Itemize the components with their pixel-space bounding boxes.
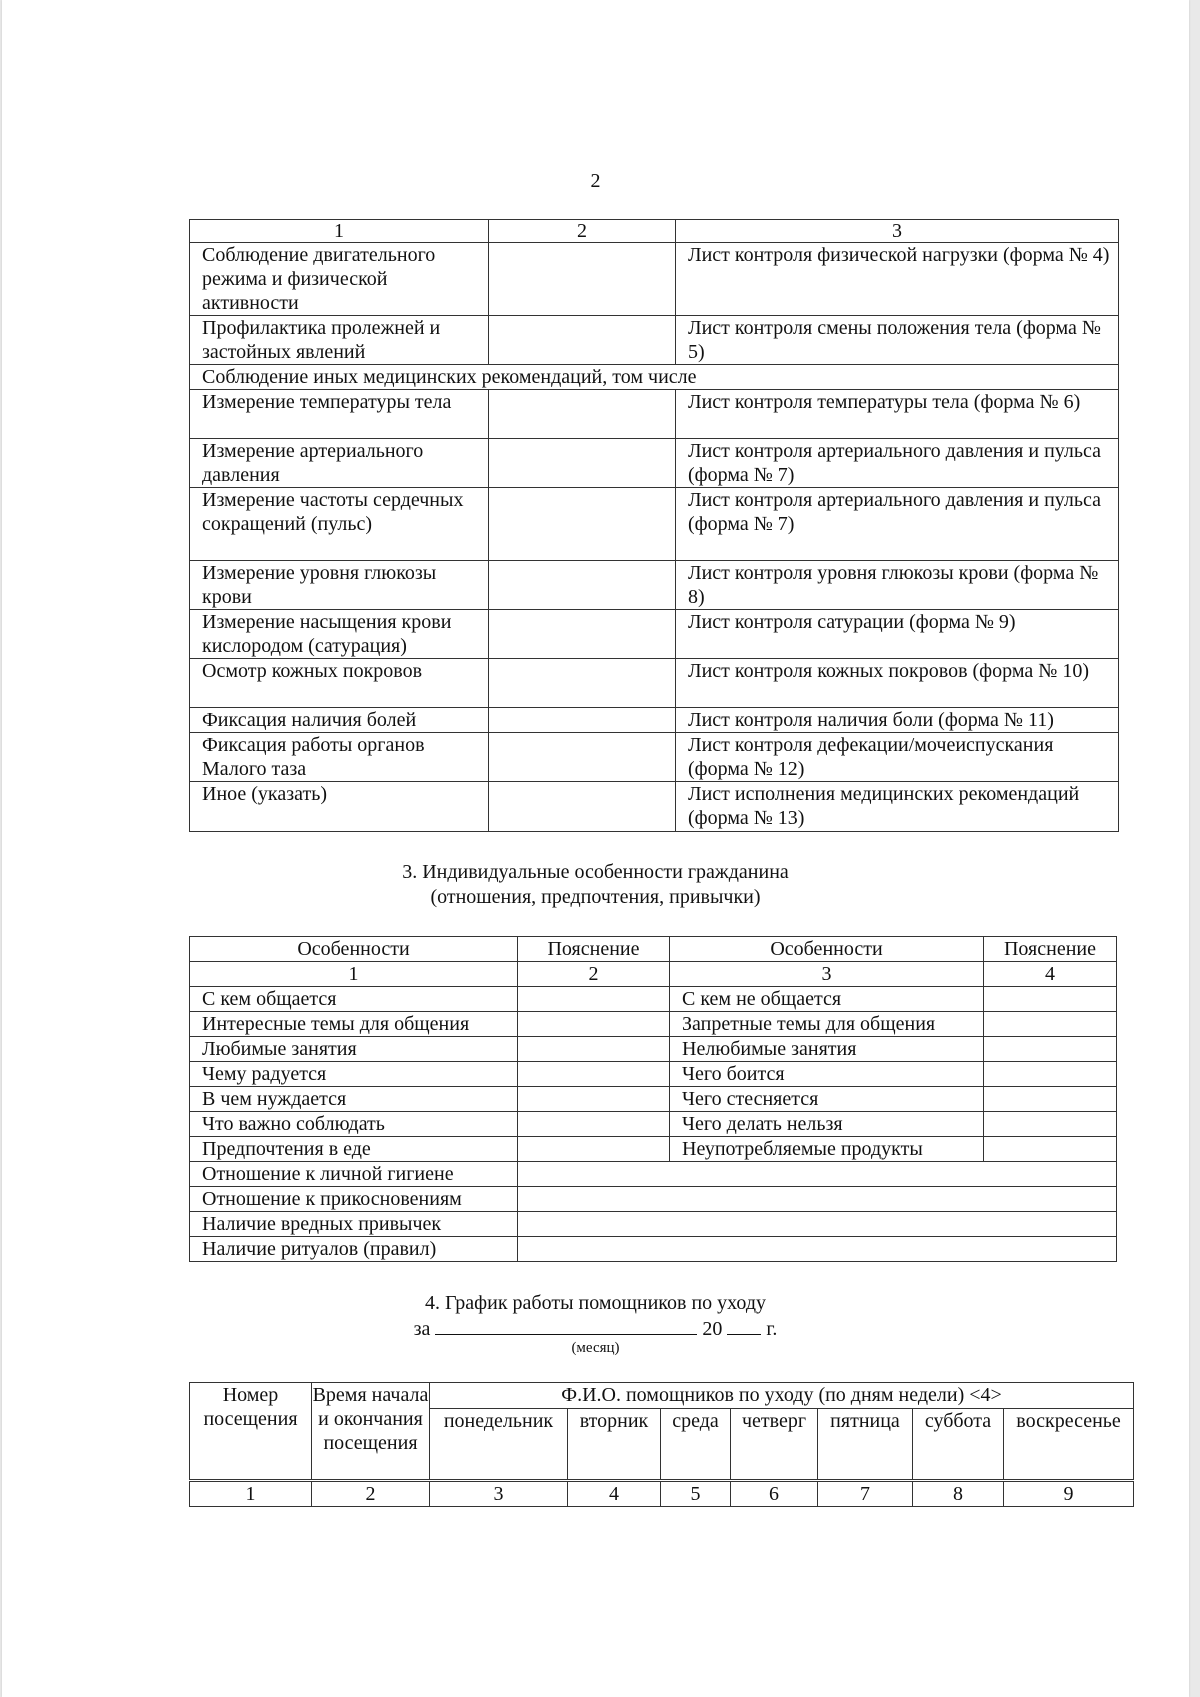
table-row	[190, 561, 1119, 610]
care-mark	[489, 316, 676, 365]
visit-number-header: Номер посещения	[190, 1383, 312, 1481]
care-activity: Иное (указать)	[190, 782, 489, 832]
day-friday: пятница	[818, 1409, 913, 1481]
care-mark	[489, 243, 676, 316]
feature-label: Отношение к прикосновениям	[190, 1187, 518, 1212]
table-row	[190, 1137, 1117, 1162]
care-control-table	[189, 219, 1119, 832]
table-header-row	[190, 937, 1117, 962]
care-activity: Профилактика пролежней и застойных явлений	[190, 316, 489, 365]
year-blank	[727, 1316, 761, 1335]
control-form: Лист контроля физической нагрузки (форма № 4)	[676, 243, 1119, 316]
column-number: 1	[190, 962, 518, 987]
column-number: 1	[190, 1481, 312, 1507]
feature-explanation	[518, 1237, 1117, 1262]
feature-explanation	[518, 1162, 1117, 1187]
care-mark	[489, 610, 676, 659]
table-row	[190, 987, 1117, 1012]
visit-time-header: Время начала и окончания посещения	[312, 1383, 430, 1481]
schedule-header-row	[190, 1383, 1134, 1409]
column-number: 6	[731, 1481, 818, 1507]
care-activity: Осмотр кожных покровов	[190, 659, 489, 708]
table-row	[190, 243, 1119, 316]
feature-explanation	[518, 1137, 670, 1162]
feature-explanation	[984, 1037, 1117, 1062]
table-row	[190, 1112, 1117, 1137]
column-number: 4	[984, 962, 1117, 987]
explanation-header: Пояснение	[518, 937, 670, 962]
day-sunday: воскресенье	[1004, 1409, 1134, 1481]
control-form: Лист контроля дефекации/мочеиспускания (форма № 12)	[676, 733, 1119, 782]
care-mark	[489, 708, 676, 733]
control-form: Лист контроля наличия боли (форма № 11)	[676, 708, 1119, 733]
control-form: Лист контроля артериального давления и пульса (форма № 7)	[676, 439, 1119, 488]
document-page	[2, 0, 1189, 1697]
table-row	[190, 439, 1119, 488]
day-wednesday: среда	[661, 1409, 731, 1481]
feature-label: Любимые занятия	[190, 1037, 518, 1062]
column-number: 4	[568, 1481, 661, 1507]
feature-explanation	[518, 1037, 670, 1062]
column-number: 5	[661, 1481, 731, 1507]
column-number: 8	[913, 1481, 1004, 1507]
control-form: Лист контроля уровня глюкозы крови (форма № 8)	[676, 561, 1119, 610]
care-activity: Измерение насыщения крови кислородом (сатурация)	[190, 610, 489, 659]
feature-label: Предпочтения в еде	[190, 1137, 518, 1162]
assistants-group-header: Ф.И.О. помощников по уходу (по дням недели) <4>	[430, 1383, 1134, 1409]
feature-label: Наличие вредных привычек	[190, 1212, 518, 1237]
day-tuesday: вторник	[568, 1409, 661, 1481]
feature-explanation	[984, 1012, 1117, 1037]
control-form: Лист исполнения медицинских рекомендаций (форма № 13)	[676, 782, 1119, 832]
month-caption: (месяц)	[571, 1340, 620, 1356]
care-activity: Фиксация работы органов Малого таза	[190, 733, 489, 782]
care-activity: Измерение артериального давления	[190, 439, 489, 488]
table-row	[190, 782, 1119, 832]
features-header: Особенности	[670, 937, 984, 962]
month-blank	[435, 1316, 697, 1335]
period-line	[2, 1316, 1189, 1341]
feature-explanation	[518, 1112, 670, 1137]
control-form: Лист контроля артериального давления и пульса (форма № 7)	[676, 488, 1119, 561]
section-3-title-line1: 3. Индивидуальные особенности гражданина	[402, 861, 789, 883]
features-header: Особенности	[190, 937, 518, 962]
care-mark	[489, 439, 676, 488]
feature-explanation	[518, 1012, 670, 1037]
assistant-schedule-table	[189, 1382, 1134, 1507]
table-row	[190, 365, 1119, 390]
column-number: 7	[818, 1481, 913, 1507]
care-mark	[489, 782, 676, 832]
feature-label: Неупотребляемые продукты	[670, 1137, 984, 1162]
care-activity: Фиксация наличия болей	[190, 708, 489, 733]
section-3-title-line2: (отношения, предпочтения, привычки)	[430, 886, 761, 908]
section-4-title: 4. График работы помощников по уходу	[425, 1292, 766, 1314]
table-row	[190, 1162, 1117, 1187]
column-number: 1	[190, 220, 489, 243]
day-saturday: суббота	[913, 1409, 1004, 1481]
table-row	[190, 1037, 1117, 1062]
table-row	[190, 659, 1119, 708]
care-mark	[489, 659, 676, 708]
feature-label: Чего делать нельзя	[670, 1112, 984, 1137]
table-row	[190, 1237, 1117, 1262]
explanation-header: Пояснение	[984, 937, 1117, 962]
control-form: Лист контроля сатурации (форма № 9)	[676, 610, 1119, 659]
care-mark	[489, 561, 676, 610]
control-form: Лист контроля кожных покровов (форма № 10)	[676, 659, 1119, 708]
day-thursday: четверг	[731, 1409, 818, 1481]
individual-features-table	[189, 936, 1117, 1262]
feature-explanation	[518, 1212, 1117, 1237]
feature-label: С кем не общается	[670, 987, 984, 1012]
control-form: Лист контроля смены положения тела (форма № 5)	[676, 316, 1119, 365]
feature-explanation	[518, 987, 670, 1012]
feature-label: Чего боится	[670, 1062, 984, 1087]
table-row	[190, 1012, 1117, 1037]
feature-label: Наличие ритуалов (правил)	[190, 1237, 518, 1262]
care-activity: Соблюдение двигательного режима и физической активности	[190, 243, 489, 316]
table-row	[190, 1087, 1117, 1112]
care-mark	[489, 733, 676, 782]
table-row	[190, 1212, 1117, 1237]
feature-explanation	[984, 987, 1117, 1012]
control-form: Лист контроля температуры тела (форма № 6)	[676, 390, 1119, 439]
column-number: 9	[1004, 1481, 1134, 1507]
feature-label: Отношение к личной гигиене	[190, 1162, 518, 1187]
table-row	[190, 390, 1119, 439]
column-number: 2	[518, 962, 670, 987]
feature-explanation	[984, 1087, 1117, 1112]
feature-label: Нелюбимые занятия	[670, 1037, 984, 1062]
column-number: 3	[670, 962, 984, 987]
feature-explanation	[518, 1087, 670, 1112]
feature-explanation	[984, 1062, 1117, 1087]
feature-label: Что важно соблюдать	[190, 1112, 518, 1137]
column-number: 2	[312, 1481, 430, 1507]
section-3-title	[2, 860, 1189, 910]
table-row	[190, 1187, 1117, 1212]
table-row	[190, 488, 1119, 561]
feature-explanation	[518, 1187, 1117, 1212]
feature-label: С кем общается	[190, 987, 518, 1012]
column-numbers-row	[190, 1481, 1134, 1507]
column-number: 3	[676, 220, 1119, 243]
feature-explanation	[518, 1062, 670, 1087]
period-prefix: за	[413, 1318, 431, 1340]
care-mark	[489, 390, 676, 439]
care-activity: Измерение частоты сердечных сокращений (пульс)	[190, 488, 489, 561]
table-row	[190, 708, 1119, 733]
care-mark	[489, 488, 676, 561]
section-row: Соблюдение иных медицинских рекомендаций, том числе	[190, 365, 1119, 390]
column-number: 3	[430, 1481, 568, 1507]
column-number: 2	[489, 220, 676, 243]
period-year: 20	[702, 1318, 723, 1340]
table-header-row	[190, 220, 1119, 243]
care-activity: Измерение температуры тела	[190, 390, 489, 439]
table-row	[190, 316, 1119, 365]
feature-label: Чего стесняется	[670, 1087, 984, 1112]
table-row	[190, 1062, 1117, 1087]
column-numbers-row	[190, 962, 1117, 987]
feature-label: В чем нуждается	[190, 1087, 518, 1112]
feature-label: Интересные темы для общения	[190, 1012, 518, 1037]
care-activity: Измерение уровня глюкозы крови	[190, 561, 489, 610]
feature-explanation	[984, 1112, 1117, 1137]
feature-label: Запретные темы для общения	[670, 1012, 984, 1037]
feature-explanation	[984, 1137, 1117, 1162]
page-number: 2	[590, 170, 601, 192]
feature-label: Чему радуется	[190, 1062, 518, 1087]
day-monday: понедельник	[430, 1409, 568, 1481]
table-row	[190, 610, 1119, 659]
table-row	[190, 733, 1119, 782]
period-suffix: г.	[766, 1318, 778, 1340]
